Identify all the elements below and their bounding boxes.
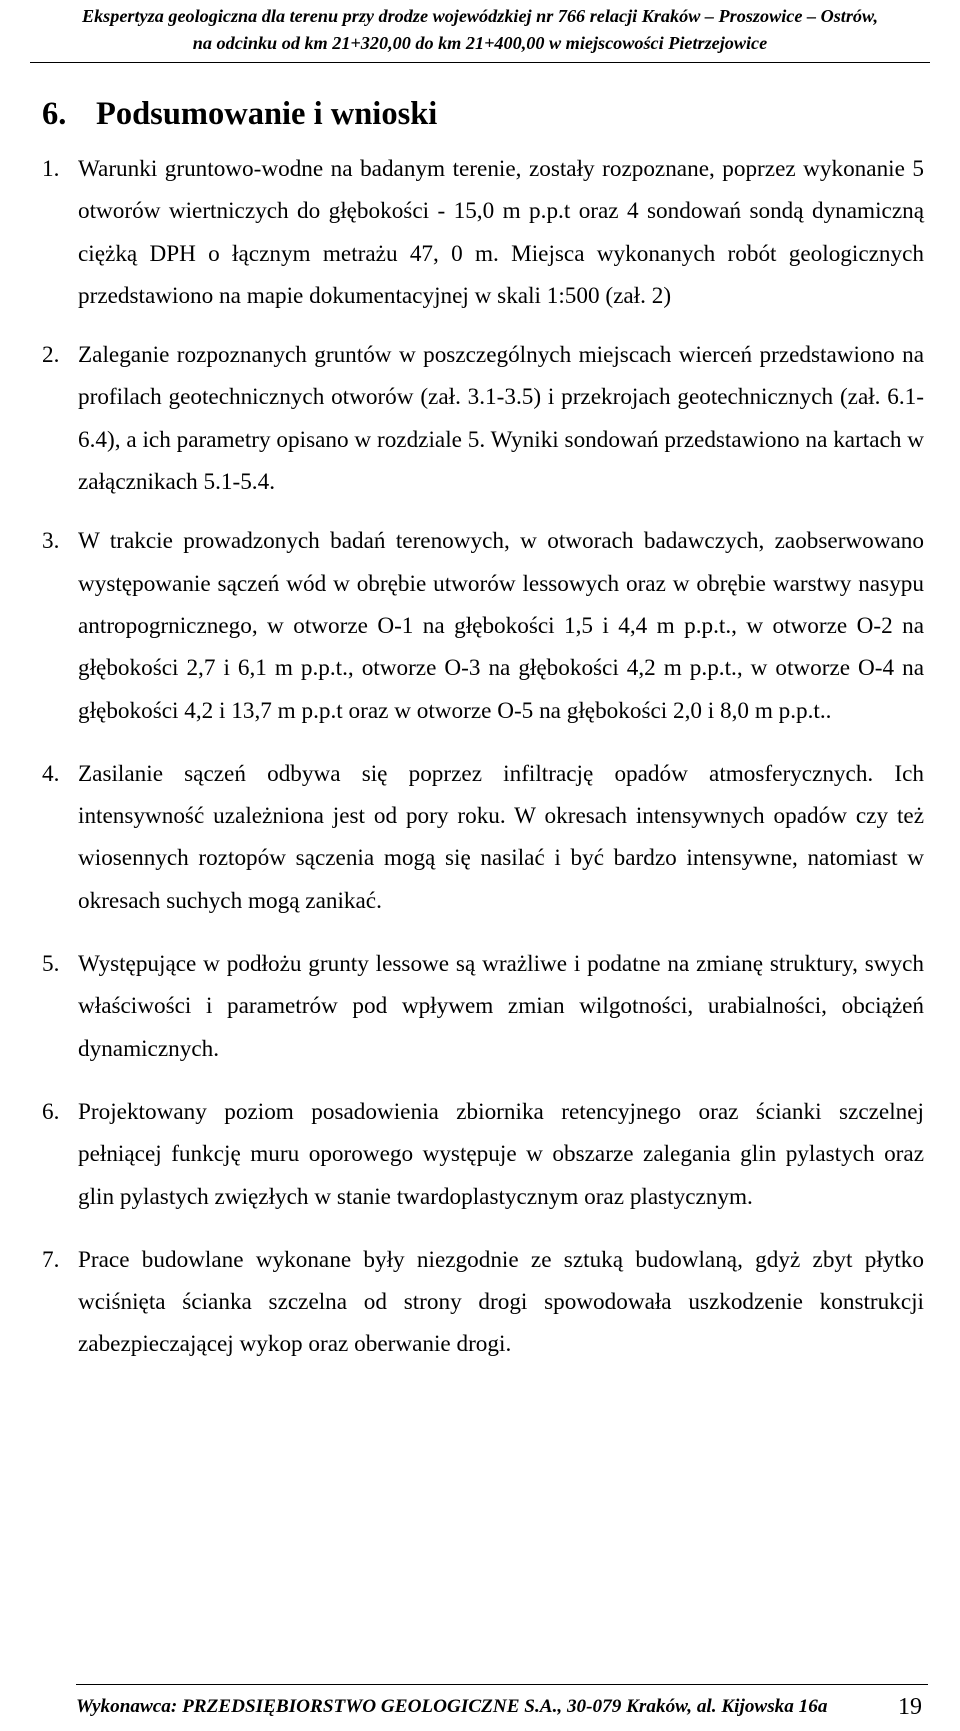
item-text: Zasilanie sączeń odbywa się poprzez infiltrację opadów atmosferycznych. Ich intensywność uzależniona jest od pory roku. W okresach intensywnych opadów czy też wiosennych roztopów sączenia mogą się nasilać i być bardzo intensywne, natomiast w okresach suchych mogą zanikać. bbox=[78, 760, 924, 914]
page-number: 19 bbox=[898, 1694, 922, 1720]
item-text: Zaleganie rozpoznanych gruntów w poszczególnych miejscach wierceń przedstawiono na profilach geotechnicznych otworów (zał. 3.1-3.5) i przekrojach geotechnicznych (zał. 6.1-6.4), a ich parametry opisano w rozdziale 5. Wyniki sondowań przedstawiono na kartach w załącznikach 5.1-5.4. bbox=[78, 342, 924, 496]
item-text: W trakcie prowadzonych badań terenowych, w otworach badawczych, zaobserwowano występowanie sączeń wód w obrębie utworów lessowych oraz w obrębie warstwy nasypu antropogrnicznego, w otworze O-1 na głębokości 1,5 i 4,4 m p.p.t., w otworze O-2 na głębokości 2,7 i 6,1 m p.p.t., otworze O-3 na głębokości 4,2 m p.p.t., w otworze O-4 na głębokości 4,2 i 13,7 m p.p.t oraz w otworze O-5 na głębokości 2,0 i 8,0 m p.p.t.. bbox=[78, 528, 924, 724]
item-number: 5. bbox=[42, 951, 60, 978]
list-item-2 bbox=[42, 334, 924, 503]
list-item-3 bbox=[42, 520, 924, 731]
header-divider bbox=[30, 62, 930, 63]
item-number: 4. bbox=[42, 760, 60, 787]
item-number: 3. bbox=[42, 528, 60, 555]
item-number: 2. bbox=[42, 342, 60, 369]
list-item-6 bbox=[42, 1091, 924, 1218]
header-line-2: na odcinku od km 21+320,00 do km 21+400,00 w miejscowości Pietrzejowice bbox=[192, 33, 768, 53]
section-heading bbox=[42, 94, 437, 134]
conclusions-list bbox=[42, 148, 924, 1366]
list-item-4 bbox=[42, 753, 924, 922]
item-number: 6. bbox=[42, 1098, 60, 1125]
contractor-info: Wykonawca: PRZEDSIĘBIORSTWO GEOLOGICZNE S.A., 30-079 Kraków, al. Kijowska 16a bbox=[76, 1696, 828, 1717]
list-item-5 bbox=[42, 943, 924, 1070]
item-text: Prace budowlane wykonane były niezgodnie ze sztuką budowlaną, gdyż zbyt płytko wciśnięta ścianka szczelna od strony drogi spowodowała uszkodzenie konstrukcji zabezpieczającej wykop oraz oberwanie drogi. bbox=[78, 1246, 924, 1358]
item-text: Występujące w podłożu grunty lessowe są wrażliwe i podatne na zmianę struktury, swych właściwości i parametrów pod wpływem zmian wilgotności, urabialności, obciążeń dynamicznych. bbox=[78, 951, 924, 1062]
list-item-1 bbox=[42, 148, 924, 317]
document-footer bbox=[76, 1689, 928, 1725]
item-text: Projektowany poziom posadowienia zbiornika retencyjnego oraz ścianki szczelnej pełniącej funkcję muru oporowego występuje w obszarze zalegania glin pylastych oraz glin pylastych zwięzłych w stanie twardoplastycznym oraz plastycznym. bbox=[78, 1098, 924, 1210]
section-title: Podsumowanie i wnioski bbox=[96, 96, 438, 132]
item-text: Warunki gruntowo-wodne na badanym terenie, zostały rozpoznane, poprzez wykonanie 5 otworów wiertniczych do głębokości - 15,0 m p.p.t oraz 4 sondowań sondą dynamiczną ciężką DPH o łącznym metrażu 47, 0 m. Miejsca wykonanych robót geologicznych przedstawiono na mapie dokumentacyjnej w skali 1:500 (zał. 2) bbox=[78, 156, 924, 309]
header-line-1: Ekspertyza geologiczna dla terenu przy drodze wojewódzkiej nr 766 relacji Kraków – Proszowice – Ostrów, bbox=[81, 6, 879, 26]
item-number: 7. bbox=[42, 1246, 60, 1273]
item-number: 1. bbox=[42, 156, 60, 182]
document-header bbox=[22, 0, 938, 57]
footer-divider bbox=[76, 1684, 928, 1685]
list-item-7 bbox=[42, 1239, 924, 1366]
section-number: 6. bbox=[42, 96, 67, 132]
